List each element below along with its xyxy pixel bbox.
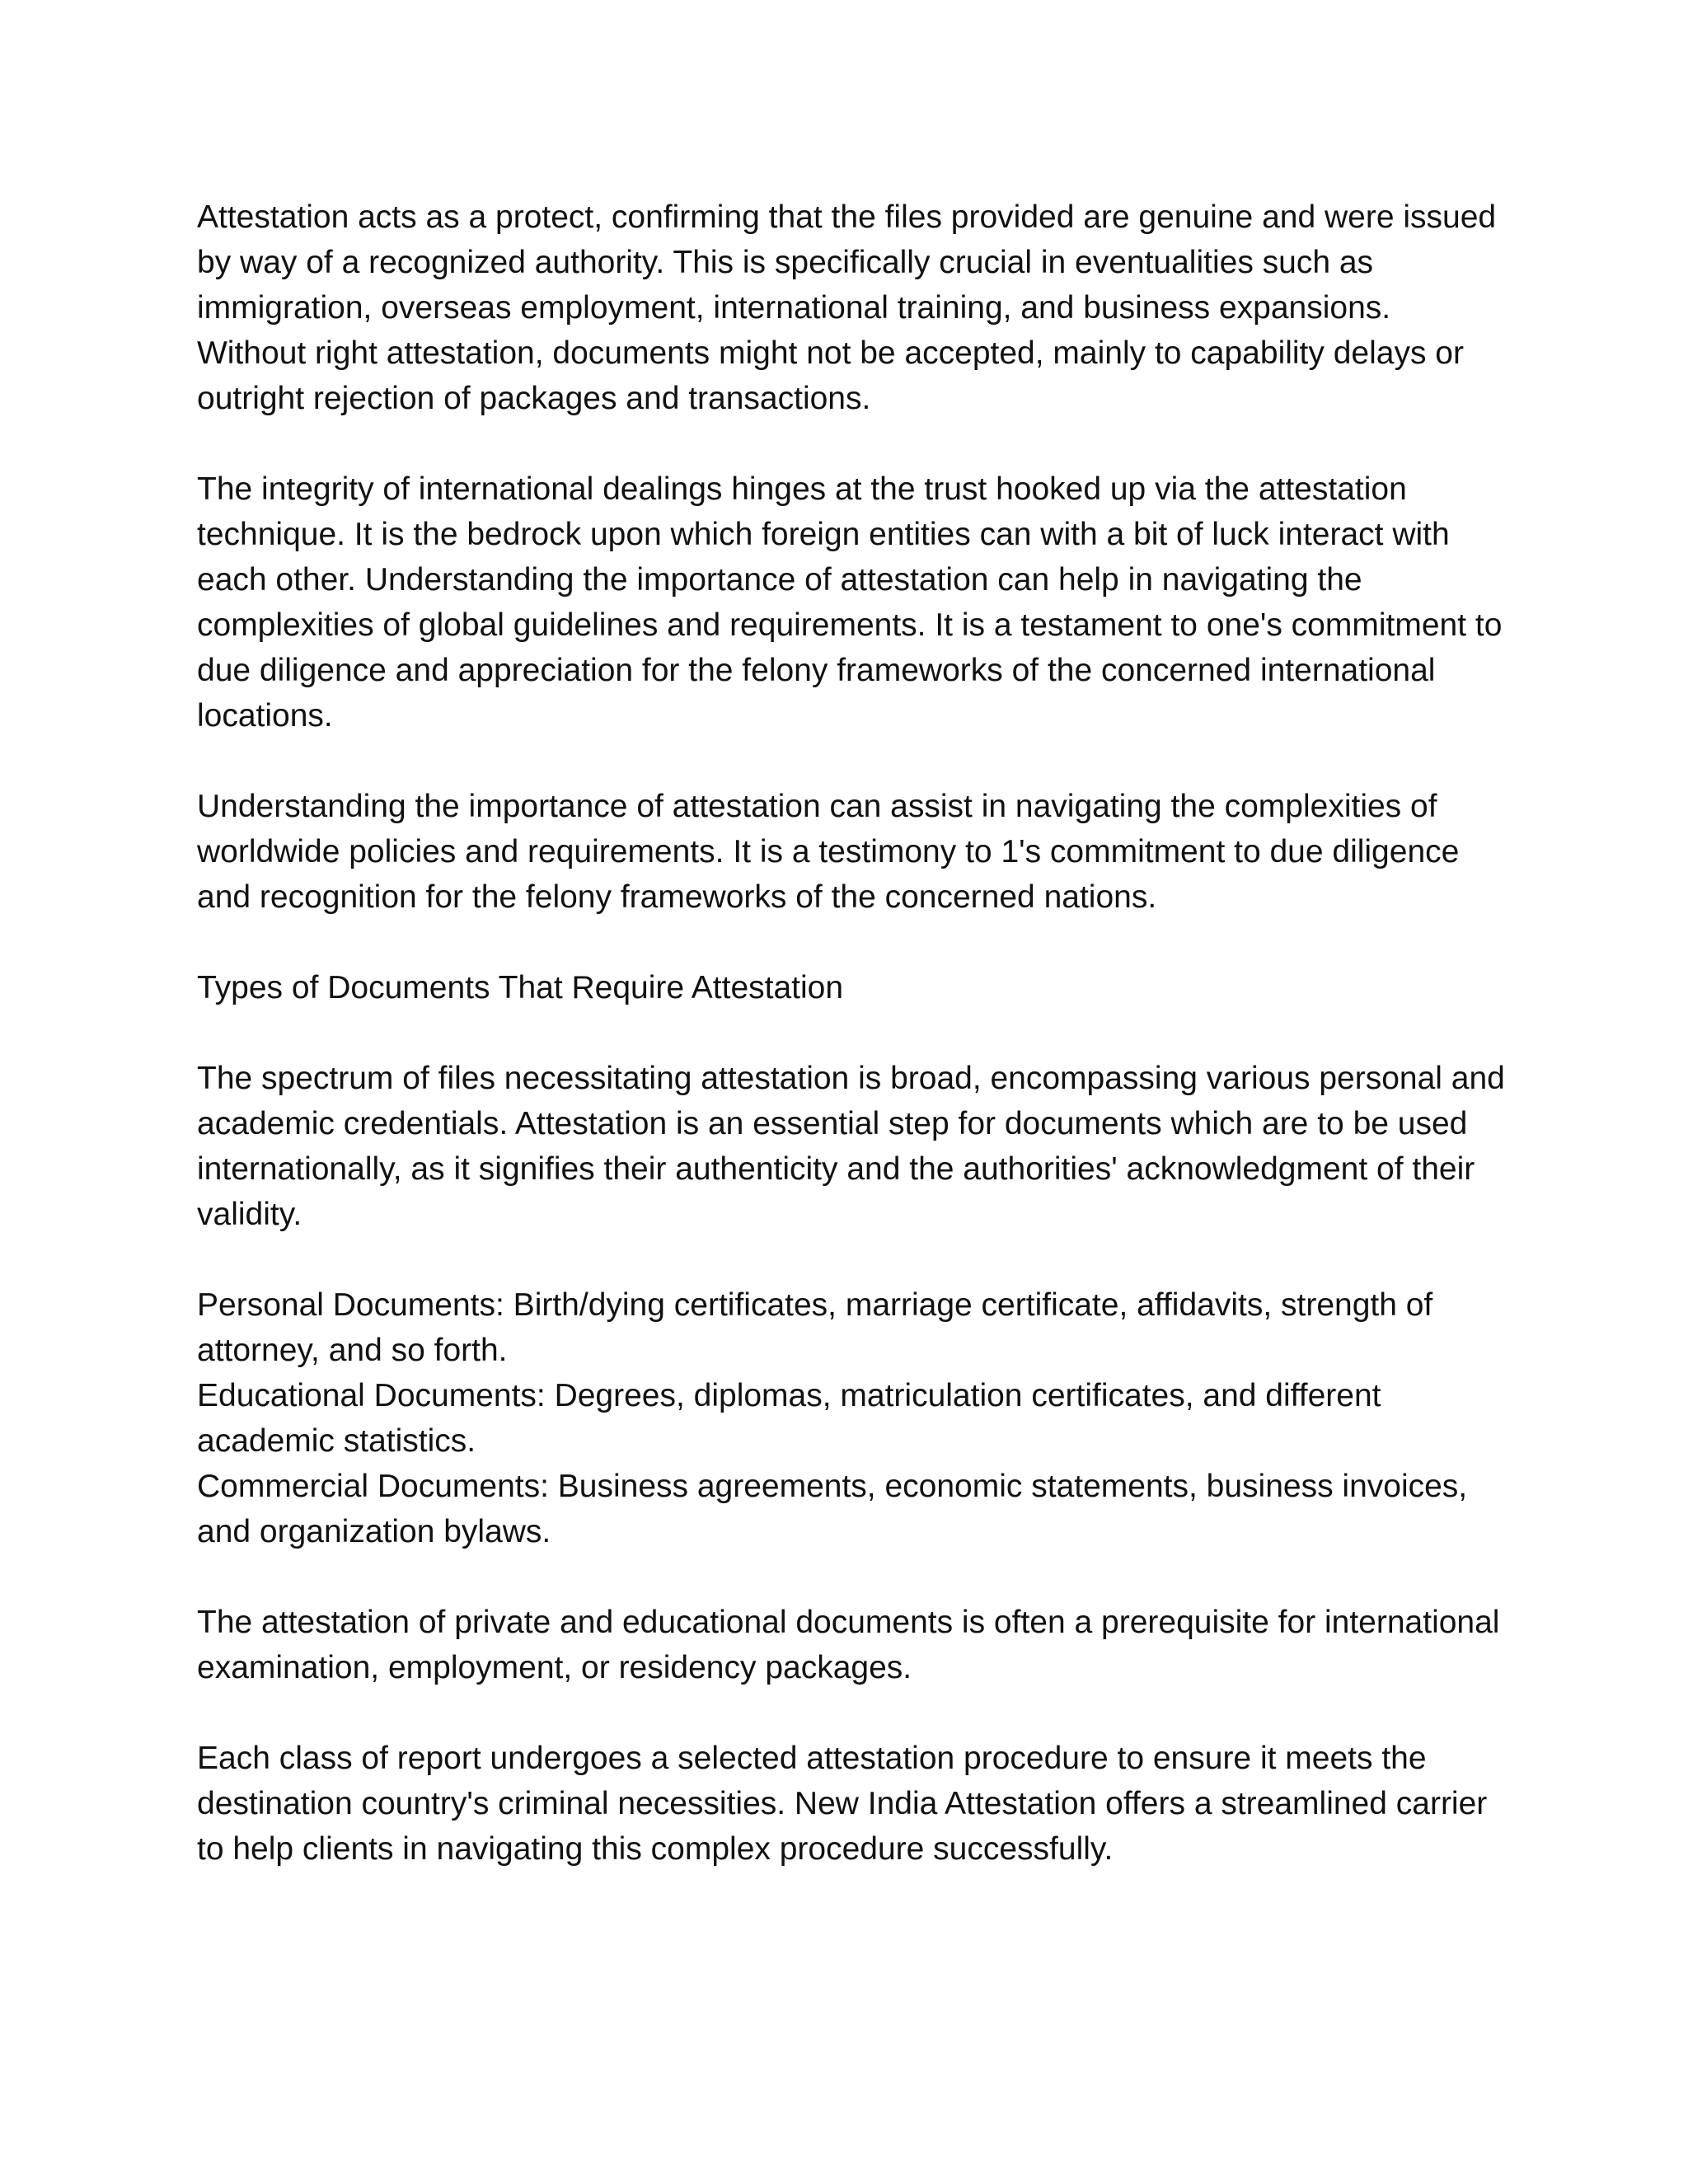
paragraph-importance: Understanding the importance of attestation can assist in navigating the complexities of worldwide policies and requirements. It is a testimony to 1's commitment to due diligence and recognition for the felony frameworks of the concerned nations. [197,789,1460,915]
paragraph-spectrum: The spectrum of files necessitating attestation is broad, encompassing various personal and academic credentials. Attestation is an essential step for documents which are to be used internationally, as it signifies their authenticity and the authorities' acknowledgment of their validity. [197,1061,1505,1232]
paragraph-procedure: Each class of report undergoes a selected attestation procedure to ensure it meets the destination country's criminal necessities. New India Attestation offers a streamlined carrier to help clients in navigating this complex procedure successfully. [197,1741,1488,1867]
list-item-commercial-documents: Commercial Documents: Business agreements, economic statements, business invoices, and organization bylaws. [197,1469,1468,1549]
paragraph-attestation-purpose: Attestation acts as a protect, confirming that the files provided are genuine and were issued by way of a recognized authority. This is specifically crucial in eventualities such as immigration, overseas employment, international training, and business expansions. Without right attestation, documents might not be accepted, mainly to capability delays or outright rejection of packages and transactions. [197,199,1497,416]
list-item-educational-documents: Educational Documents: Degrees, diplomas, matriculation certificates, and different academic statistics. [197,1378,1381,1459]
paragraph-prerequisite: The attestation of private and educational documents is often a prerequisite for international examination, employment, or residency packages. [197,1605,1500,1685]
section-heading: Types of Documents That Require Attestation [197,970,844,1005]
paragraph-integrity: The integrity of international dealings hinges at the trust hooked up via the attestation technique. It is the bedrock upon which foreign entities can with a bit of luck interact with each other. Understanding the importance of attestation can help in navigating the complexities of global guidelines and requirements. It is a testament to one's commitment to due diligence and appreciation for the felony frameworks of the concerned international locations. [197,471,1503,733]
list-item-personal-documents: Personal Documents: Birth/dying certificates, marriage certificate, affidavits, strength of attorney, and so forth. [197,1287,1433,1368]
document-body [197,194,1507,1917]
